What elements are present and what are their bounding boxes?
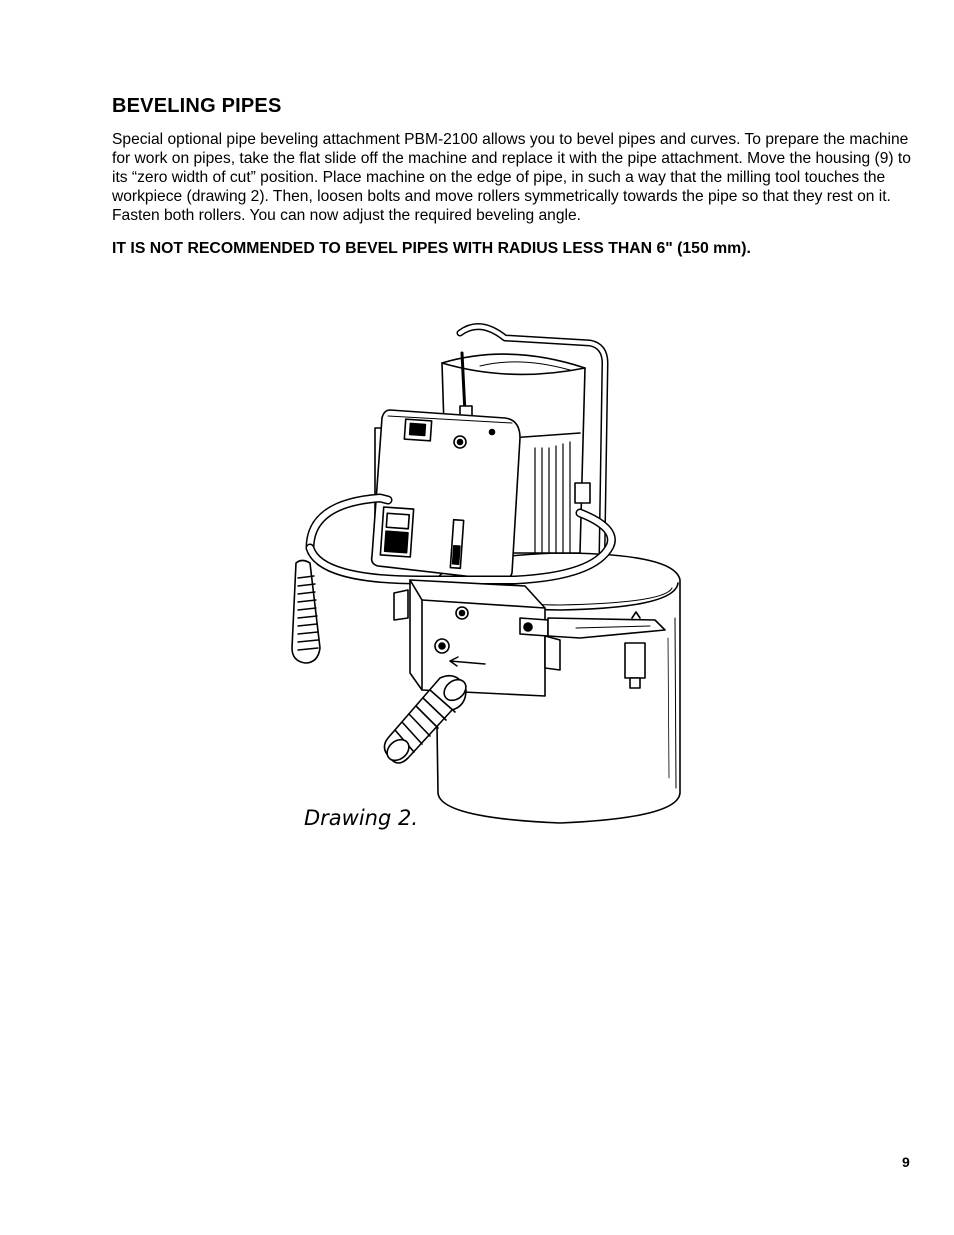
machine-on-pipe-drawing — [280, 318, 700, 838]
page-number: 9 — [902, 1154, 910, 1170]
warning-text: IT IS NOT RECOMMENDED TO BEVEL PIPES WITH RADIUS LESS THAN 6" (150 mm). — [112, 240, 751, 257]
figure-caption: Drawing 2. — [304, 806, 419, 830]
instructions-paragraph: Special optional pipe beveling attachment PBM-2100 allows you to bevel pipes and curves. To prepare the machine for work on pipes, take the flat slide off the machine and replace it with the pipe attachment. Move the housing (9) to its “zero width of cut” position. Place machine on the edge of pipe, in such a way that the milling tool touches the workpiece (drawing 2). Then, loosen bolts and move rollers symmetrically towards the pipe so that they rest on it. Fasten both rollers. You can now adjust the required beveling angle. — [112, 131, 911, 224]
control-box — [372, 410, 520, 580]
side-grip — [292, 561, 320, 664]
milling-head — [394, 580, 548, 696]
section-title: BEVELING PIPES — [112, 95, 282, 117]
